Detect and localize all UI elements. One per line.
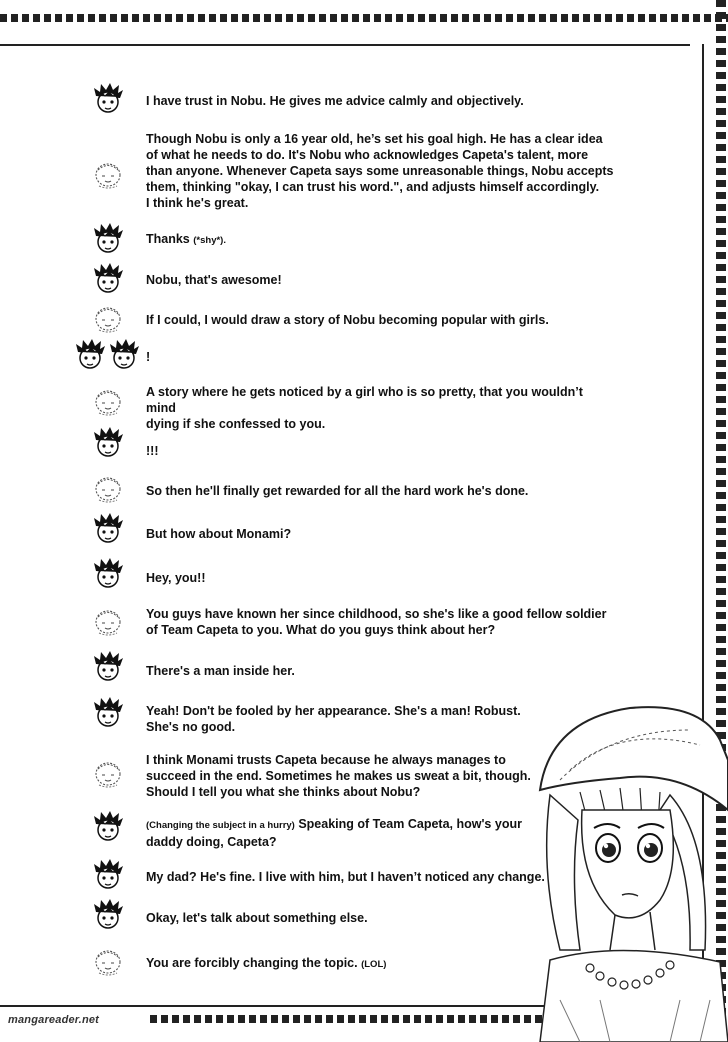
nobu-face-icon (92, 512, 124, 544)
dialogue-line: !!! (146, 444, 159, 458)
nobu-face-icon (92, 262, 124, 294)
monami-illustration (520, 700, 728, 1042)
author-face-icon (92, 605, 124, 637)
top-rule (0, 44, 690, 46)
top-border (0, 14, 728, 22)
dialogue-line: If I could, I would draw a story of Nobu becoming popular with girls. (146, 313, 549, 327)
nobu-face-icon (92, 82, 124, 114)
nobu-face-icon (92, 650, 124, 682)
author-face-icon (92, 158, 124, 190)
author-face-icon (92, 385, 124, 417)
nobu-face-icon (92, 222, 124, 254)
dialogue-line: You are forcibly changing the topic. (LOL) (146, 956, 387, 970)
author-face-icon (92, 472, 124, 504)
dialogue-line: ! (146, 350, 151, 364)
dialogue-line: There's a man inside her. (146, 664, 295, 678)
nobu-face-icon (92, 858, 124, 890)
dialogue-line: Okay, let's talk about something else. (146, 911, 368, 925)
dialogue-line: But how about Monami? (146, 527, 292, 541)
author-face-icon (92, 945, 124, 977)
dialogue-line: A story where he gets noticed by a girl who is so pretty, that you wouldn’t mind dying if she confessed to you. (146, 385, 583, 431)
dialogue-line: You guys have known her since childhood, so she's like a good fellow soldier of Team Capeta to you. What do you guys think about her? (146, 607, 607, 637)
dialogue-line: Nobu, that's awesome! (146, 273, 282, 287)
dialogue-line: So then he'll finally get rewarded for all the hard work he's done. (146, 484, 529, 498)
nobu-face-icon (92, 557, 124, 589)
nobu-face-icon (92, 696, 124, 728)
watermark: mangareader.net (8, 1014, 100, 1026)
nobu-face-icon (92, 898, 124, 930)
dialogue-line: Thanks (*shy*). (146, 232, 226, 246)
dialogue-line: My dad? He's fine. I live with him, but I haven’t noticed any change. (146, 870, 545, 884)
dialogue-line: I have trust in Nobu. He gives me advice calmly and objectively. (146, 94, 524, 108)
dialogue-line: Yeah! Don't be fooled by her appearance. She's a man! Robust. She's no good. (146, 704, 521, 734)
dialogue-line: (Changing the subject in a hurry) Speaking of Team Capeta, how's your daddy doing, Capeta? (146, 817, 522, 849)
nobu-capeta-faces-icon (72, 338, 142, 370)
dialogue-line: Though Nobu is only a 16 year old, he’s set his goal high. He has a clear idea of what he needs to do. It's Nobu who acknowledges Capeta's talent, more than anyone. Whenever Capeta says some unreasonable things, Nobu accepts them, thinking "okay, I can trust his word.", and adjusts himself accordingly. I think he's great. (146, 132, 614, 210)
nobu-face-icon (92, 426, 124, 458)
nobu-face-icon (92, 810, 124, 842)
dialogue-line: I think Monami trusts Capeta because he always manages to succeed in the end. Sometimes he makes us sweat a bit, though. Should I tell you what she thinks about Nobu? (146, 753, 531, 799)
author-face-icon (92, 757, 124, 789)
author-face-icon (92, 302, 124, 334)
dialogue-line: Hey, you!! (146, 571, 206, 585)
